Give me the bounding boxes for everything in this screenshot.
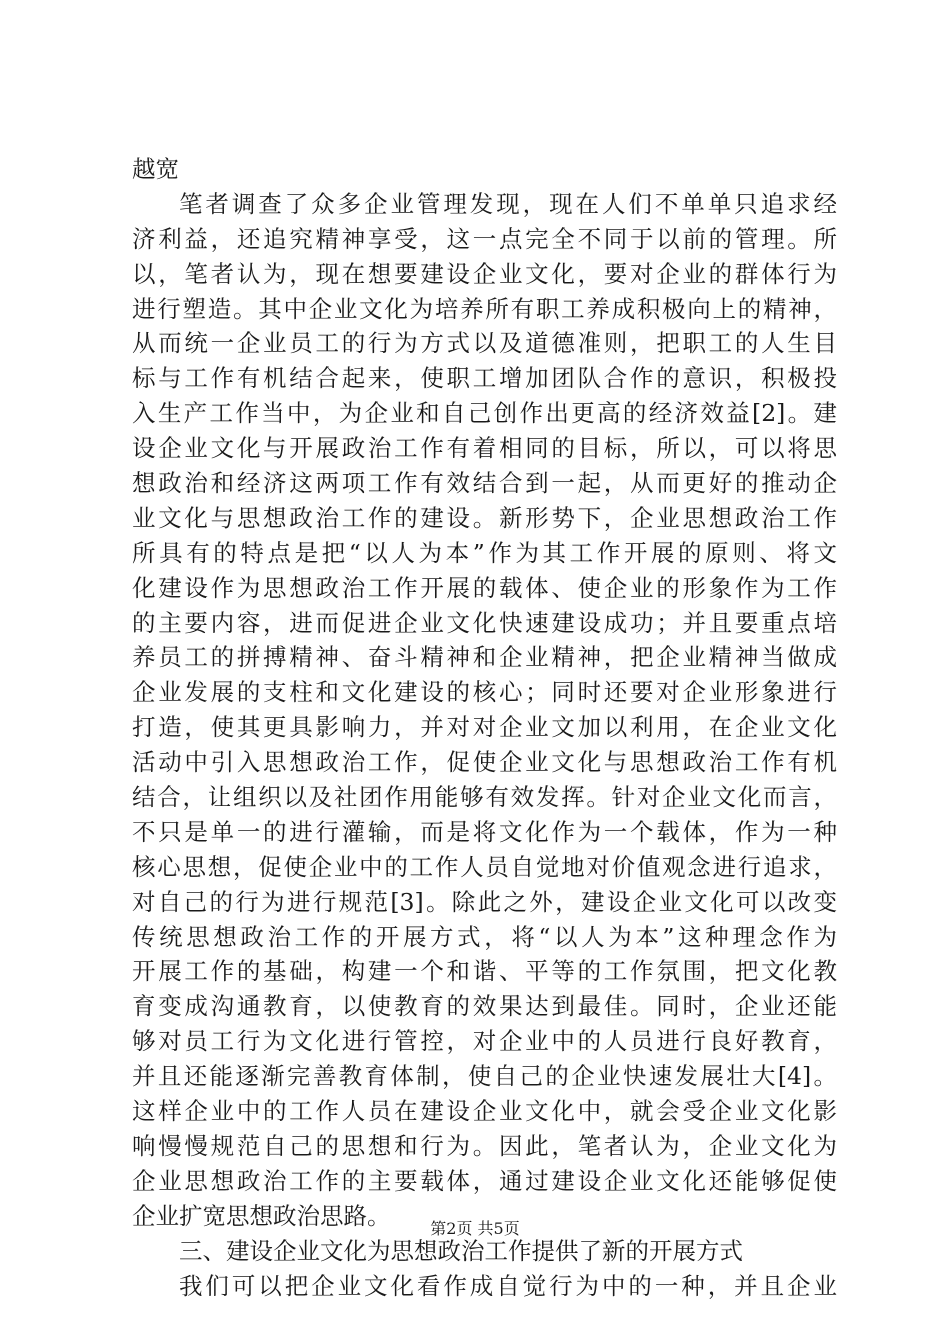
text-line: 不只是单一的进行灌输，而是将文化作为一个载体，作为一种 [132,817,837,846]
text-line: 结合，让组织以及社团作用能够有效发挥。针对企业文化而言， [132,783,837,812]
text-line: 以，笔者认为，现在想要建设企业文化，要对企业的群体行为 [132,259,837,288]
text-line: 够对员工行为文化进行管控，对企业中的人员进行良好教育， [132,1027,837,1056]
text-line: 并且还能逐渐完善教育体制，使自己的企业快速发展壮大[4]。 [132,1062,837,1091]
text-line: 入生产工作当中，为企业和自己创作出更高的经济效益[2]。建 [132,399,837,428]
text-line: 养员工的拼搏精神、奋斗精神和企业精神，把企业精神当做成 [132,643,837,672]
text-line: 这样企业中的工作人员在建设企业文化中，就会受企业文化影 [132,1097,837,1126]
text-line: 业文化与思想政治工作的建设。新形势下，企业思想政治工作 [132,503,837,532]
text-line: 想政治和经济这两项工作有效结合到一起，从而更好的推动企 [132,469,837,498]
body-text [132,152,837,1303]
text-line: 的主要内容，进而促进企业文化快速建设成功；并且要重点培 [132,608,837,637]
text-line: 传统思想政治工作的开展方式，将“以人为本”这种理念作为 [132,922,837,951]
text-line: 对自己的行为进行规范[3]。除此之外，建设企业文化可以改变 [132,887,837,916]
text-line: 开展工作的基础，构建一个和谐、平等的工作氛围，把文化教 [132,957,837,986]
text-line: 响慢慢规范自己的思想和行为。因此，笔者认为，企业文化为 [132,1131,837,1160]
text-line: 企业扩宽思想政治思路。 [132,1201,391,1230]
text-line: 设企业文化与开展政治工作有着相同的目标，所以，可以将思 [132,434,837,463]
text-line: 企业发展的支柱和文化建设的核心；同时还要对企业形象进行 [132,678,837,707]
text-line: 化建设作为思想政治工作开展的载体、使企业的形象作为工作 [132,573,837,602]
text-line: 从而统一企业员工的行为方式以及道德准则，把职工的人生目 [132,329,837,358]
text-line: 济利益，还追究精神享受，这一点完全不同于以前的管理。所 [132,224,837,253]
page-footer: 第2页 共5页 [430,1219,520,1238]
text-line: 企业思想政治工作的主要载体，通过建设企业文化还能够促使 [132,1166,837,1195]
text-line: 所具有的特点是把“以人为本”作为其工作开展的原则、将文 [132,538,837,567]
text-line: 三、建设企业文化为思想政治工作提供了新的开展方式 [179,1236,743,1265]
text-line: 笔者调查了众多企业管理发现，现在人们不单单只追求经 [179,189,837,218]
text-line: 活动中引入思想政治工作，促使企业文化与思想政治工作有机 [132,748,837,777]
text-line: 标与工作有机结合起来，使职工增加团队合作的意识，积极投 [132,364,837,393]
text-line: 打造，使其更具影响力，并对对企业文加以利用，在企业文化 [132,713,837,742]
text-line: 我们可以把企业文化看作成自觉行为中的一种，并且企业 [179,1271,837,1300]
text-line: 进行塑造。其中企业文化为培养所有职工养成积极向上的精神， [132,294,837,323]
text-line: 越宽 [132,155,179,183]
text-line: 核心思想，促使企业中的工作人员自觉地对价值观念进行追求， [132,852,837,881]
text-line: 育变成沟通教育，以使教育的效果达到最佳。同时，企业还能 [132,992,837,1021]
